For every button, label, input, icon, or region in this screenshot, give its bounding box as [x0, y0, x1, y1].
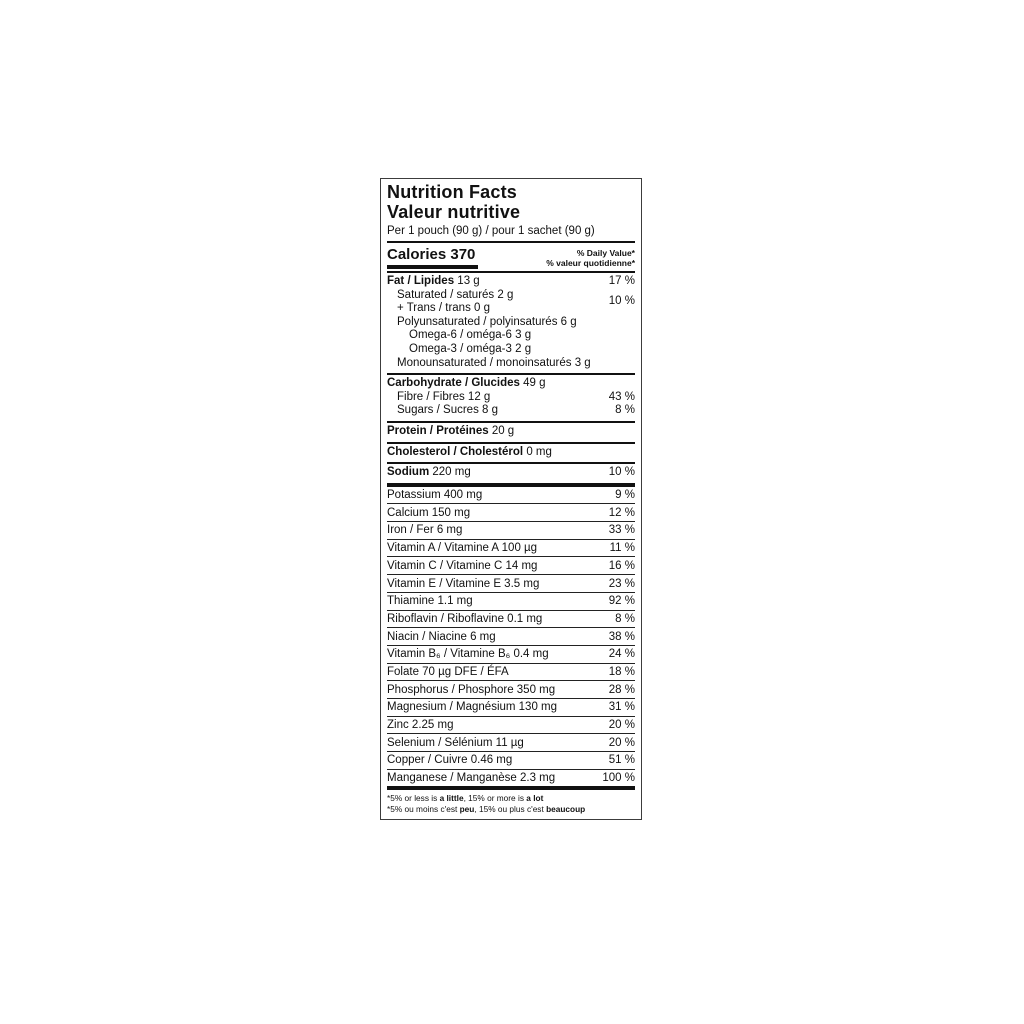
nutrient-daily-value: 20 %	[608, 719, 635, 731]
nutrient-daily-value: 24 %	[608, 648, 635, 661]
label-title-en: Nutrition Facts	[387, 182, 518, 202]
nutrient-row	[387, 487, 635, 504]
nutrient-name: Vitamin A / Vitamine A 100 µg	[387, 542, 538, 555]
cholesterol-row	[387, 446, 635, 460]
nutrient-name: Phosphorus / Phosphore 350 mg	[387, 683, 556, 696]
calories-row	[387, 243, 635, 273]
polyunsaturated-row: Polyunsaturated / polyinsaturés 6 g	[397, 315, 577, 328]
nutrient-name: Vitamin B₆ / Vitamine B₆ 0.4 mg	[387, 648, 549, 661]
nutrient-daily-value: 23 %	[608, 577, 635, 590]
nutrient-daily-value: 16 %	[608, 559, 635, 572]
sodium-amount: 220 mg	[432, 466, 471, 479]
nutrient-row	[387, 751, 635, 769]
sodium-daily-value: 10 %	[608, 466, 635, 479]
nutrient-daily-value: 38 %	[608, 630, 635, 643]
saturated-trans-row	[387, 289, 635, 316]
nutrient-row	[387, 574, 635, 592]
nutrient-row	[387, 592, 635, 610]
nutrient-row	[387, 769, 635, 787]
cholesterol-amount: 0 mg	[526, 445, 552, 458]
nutrient-daily-value: 92 %	[608, 595, 635, 608]
carbohydrate-section	[387, 373, 635, 421]
nutrient-name: Thiamine 1.1 mg	[387, 595, 473, 608]
nutrient-daily-value: 18 %	[608, 665, 635, 678]
carbohydrate-row	[387, 377, 635, 391]
nutrient-row	[387, 556, 635, 574]
nutrient-name: Vitamin C / Vitamine C 14 mg	[387, 559, 538, 572]
footnotes	[387, 790, 635, 814]
fat-daily-value: 17 %	[608, 275, 635, 287]
nutrient-row	[387, 539, 635, 557]
saturated-trans-daily-value: 10 %	[608, 295, 635, 308]
nutrient-row	[387, 663, 635, 681]
nutrient-daily-value: 9 %	[615, 489, 635, 502]
nutrient-daily-value: 11 %	[609, 542, 635, 555]
saturated-line: Saturated / saturés 2 g	[397, 288, 514, 301]
nutrient-name: Zinc 2.25 mg	[387, 719, 454, 731]
nutrient-daily-value: 33 %	[608, 524, 635, 537]
sodium-row	[387, 466, 635, 480]
protein-row	[387, 425, 635, 439]
nutrient-name: Copper / Cuivre 0.46 mg	[387, 754, 513, 767]
nutrient-name: Niacin / Niacine 6 mg	[387, 630, 496, 643]
calories-value: Calories 370	[387, 247, 478, 269]
sugars-daily-value: 8 %	[615, 404, 635, 417]
cholesterol-section	[387, 442, 635, 463]
fibre-row: Fibre / Fibres 12 g 43 %	[397, 390, 635, 403]
fat-section	[387, 273, 635, 373]
footnote-line: *5% ou moins c'est peu, 15% ou plus c'est beaucoup	[387, 803, 586, 814]
nutrient-row	[387, 733, 635, 751]
serving-size: Per 1 pouch (90 g) / pour 1 sachet (90 g)	[387, 222, 635, 243]
carbohydrate-amount: 49 g	[523, 377, 546, 390]
nutrient-row	[387, 680, 635, 698]
nutrient-name: Riboflavin / Riboflavine 0.1 mg	[387, 612, 543, 625]
footnote-line: *5% or less is a little, 15% or more is a lot	[387, 793, 544, 804]
omega6-row: Omega-6 / oméga-6 3 g	[409, 329, 532, 342]
nutrient-name: Manganese / Manganèse 2.3 mg	[387, 772, 556, 785]
daily-value-header	[546, 247, 635, 268]
nutrient-daily-value: 12 %	[608, 506, 635, 519]
nutrient-daily-value: 20 %	[608, 736, 635, 749]
fat-amount: 13 g	[457, 275, 480, 287]
cholesterol-name: Cholesterol / Cholestérol	[387, 445, 524, 458]
micronutrient-list	[387, 487, 635, 787]
nutrient-daily-value: 8 %	[615, 612, 635, 625]
nutrient-row	[387, 645, 635, 663]
nutrient-daily-value: 31 %	[608, 701, 635, 714]
nutrient-row	[387, 627, 635, 645]
protein-name: Protein / Protéines	[387, 424, 489, 437]
nutrient-name: Calcium 150 mg	[387, 506, 471, 519]
nutrient-daily-value: 28 %	[608, 683, 635, 696]
nutrient-name: Folate 70 µg DFE / ÉFA	[387, 665, 509, 678]
fat-name: Fat / Lipides	[387, 275, 455, 287]
nutrient-row	[387, 521, 635, 539]
nutrient-daily-value: 100 %	[602, 772, 635, 785]
nutrient-row	[387, 698, 635, 716]
protein-amount: 20 g	[491, 424, 515, 437]
fibre-daily-value: 43 %	[608, 390, 635, 403]
protein-section	[387, 421, 635, 442]
nutrient-daily-value: 51 %	[608, 754, 635, 767]
carbohydrate-name: Carbohydrate / Glucides	[387, 377, 520, 390]
daily-value-header-fr: % valeur quotidienne*	[546, 258, 635, 268]
monounsaturated-row: Monounsaturated / monoinsaturés 3 g	[397, 356, 591, 369]
nutrient-row	[387, 716, 635, 734]
nutrient-name: Magnesium / Magnésium 130 mg	[387, 701, 558, 714]
sodium-section	[387, 462, 635, 483]
nutrition-facts-label	[380, 178, 642, 820]
sodium-name: Sodium	[387, 466, 430, 479]
nutrient-name: Iron / Fer 6 mg	[387, 524, 463, 537]
fat-row	[387, 275, 635, 289]
nutrient-row	[387, 503, 635, 521]
nutrient-row	[387, 610, 635, 628]
nutrient-name: Vitamin E / Vitamine E 3.5 mg	[387, 577, 540, 590]
sugars-row: Sugars / Sucres 8 g 8 %	[397, 404, 635, 417]
omega3-row: Omega-3 / oméga-3 2 g	[409, 342, 532, 355]
nutrient-name: Selenium / Sélénium 11 µg	[387, 736, 524, 749]
daily-value-header-en: % Daily Value*	[576, 248, 635, 258]
nutrient-name: Potassium 400 mg	[387, 489, 483, 502]
label-title-fr: Valeur nutritive	[387, 201, 521, 222]
trans-line: + Trans / trans 0 g	[397, 302, 491, 315]
